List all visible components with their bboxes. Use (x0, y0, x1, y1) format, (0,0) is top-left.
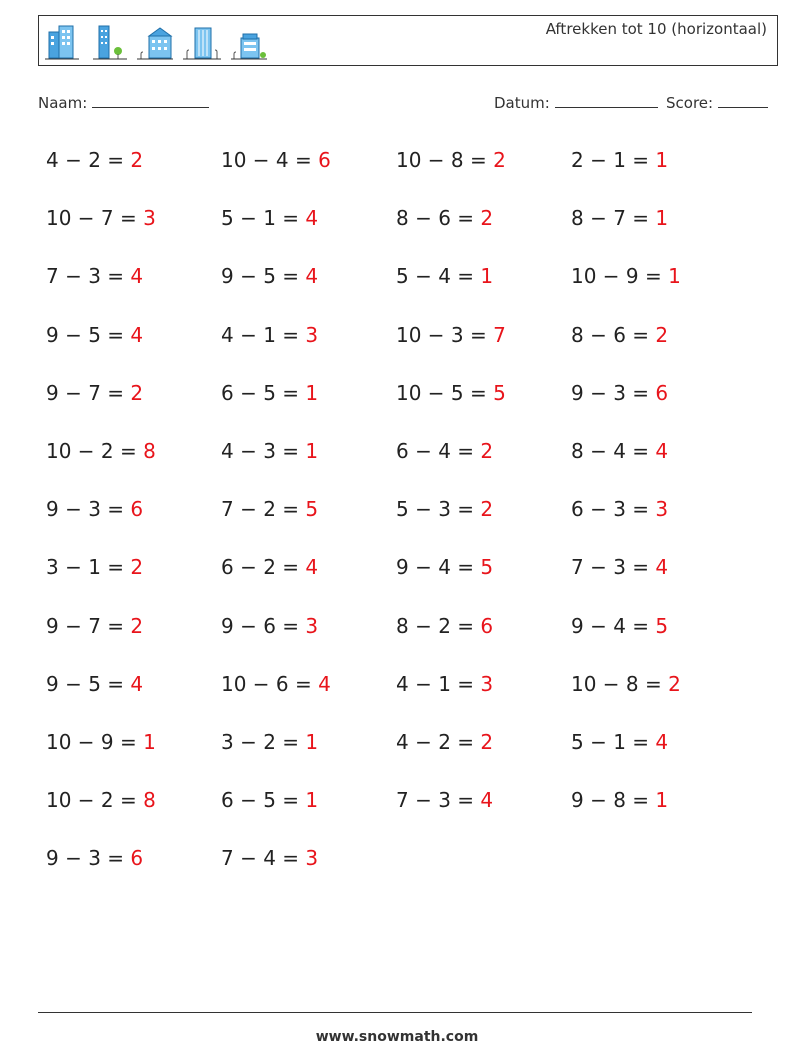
problem-question: 10 − 8 = (571, 671, 669, 696)
problem-answer: 6 (480, 613, 494, 638)
problem-question: 7 − 3 = (571, 555, 656, 580)
name-field (38, 93, 209, 112)
problem-question: 4 − 2 = (396, 730, 481, 754)
problem-question: 4 − 1 = (396, 671, 481, 696)
problem-answer: 2 (130, 613, 144, 638)
problem-answer: 5 (480, 555, 494, 580)
problem-question: 9 − 6 = (221, 613, 306, 638)
worksheet-header (38, 15, 778, 66)
problem-question: 5 − 3 = (396, 497, 481, 522)
problem-question: 10 − 8 = (396, 148, 494, 172)
date-label: Datum: (494, 94, 550, 112)
house-building-icon (137, 22, 175, 62)
problem-item (571, 614, 668, 638)
problem-answer: 3 (655, 497, 669, 522)
problem-question: 6 − 2 = (221, 555, 306, 580)
problem-item (46, 264, 143, 288)
problem-answer: 1 (305, 380, 319, 405)
problem-question: 6 − 4 = (396, 439, 481, 463)
problem-answer: 6 (130, 846, 144, 871)
problem-question: 9 − 3 = (571, 380, 656, 405)
footer-website: www.snowmath.com (315, 1029, 479, 1045)
problem-item (396, 788, 493, 812)
problem-answer: 4 (318, 671, 331, 696)
problem-item (571, 206, 668, 230)
problem-answer: 2 (655, 322, 669, 347)
problem-question: 5 − 4 = (396, 264, 481, 289)
problem-answer: 1 (305, 730, 319, 754)
problem-item (221, 497, 318, 521)
problem-question: 6 − 3 = (571, 497, 656, 522)
problem-answer: 1 (305, 788, 319, 813)
problem-item (396, 439, 493, 463)
problem-answer: 2 (480, 439, 494, 463)
problem-question: 9 − 5 = (46, 671, 131, 696)
problem-question: 9 − 3 = (46, 846, 131, 871)
problem-item (221, 323, 318, 347)
problem-answer: 2 (130, 555, 144, 580)
problem-question: 9 − 5 = (46, 322, 131, 347)
problem-item (396, 148, 506, 172)
problem-answer: 4 (305, 264, 319, 289)
problem-question: 4 − 3 = (221, 439, 306, 463)
problem-question: 10 − 5 = (396, 380, 494, 405)
problem-answer: 8 (143, 788, 156, 813)
problem-answer: 5 (493, 380, 506, 405)
problem-item (571, 730, 668, 754)
footer-divider (38, 1012, 752, 1013)
problem-item (571, 497, 668, 521)
problem-answer: 2 (480, 206, 494, 231)
problem-answer: 5 (305, 497, 319, 522)
problem-question: 7 − 3 = (396, 788, 481, 813)
problem-question: 8 − 2 = (396, 613, 481, 638)
problem-item (571, 264, 681, 288)
problem-answer: 6 (318, 148, 331, 172)
problem-answer: 4 (130, 671, 144, 696)
problem-item (46, 497, 143, 521)
problem-answer: 1 (143, 730, 156, 754)
problem-item (396, 381, 506, 405)
problem-item (46, 323, 143, 347)
problem-question: 10 − 3 = (396, 322, 494, 347)
problem-question: 6 − 5 = (221, 380, 306, 405)
problem-item (46, 381, 143, 405)
problem-item (46, 672, 143, 696)
problem-question: 10 − 7 = (46, 206, 144, 231)
problem-question: 10 − 4 = (221, 148, 319, 172)
problem-answer: 2 (480, 730, 494, 754)
problem-item (396, 555, 493, 579)
problem-item (221, 788, 318, 812)
problem-answer: 2 (480, 497, 494, 522)
problem-answer: 1 (655, 206, 669, 231)
problem-answer: 4 (655, 730, 669, 754)
problem-item (221, 206, 318, 230)
problem-question: 7 − 2 = (221, 497, 306, 522)
problem-item (46, 439, 156, 463)
problem-question: 3 − 1 = (46, 555, 131, 580)
problem-item (221, 381, 318, 405)
problem-item (221, 846, 318, 870)
problem-item (396, 497, 493, 521)
problem-item (46, 206, 156, 230)
problem-answer: 4 (305, 206, 319, 231)
problem-question: 10 − 6 = (221, 671, 319, 696)
tower-tree-icon (93, 22, 129, 62)
problem-answer: 1 (655, 788, 669, 813)
skyscraper-icon (183, 22, 223, 62)
problem-item (571, 381, 668, 405)
problem-answer: 4 (655, 439, 669, 463)
problem-answer: 3 (305, 846, 319, 871)
problem-question: 9 − 5 = (221, 264, 306, 289)
problem-answer: 3 (143, 206, 156, 231)
problem-item (571, 555, 668, 579)
problem-answer: 1 (480, 264, 494, 289)
problem-item (46, 614, 143, 638)
problem-item (396, 323, 506, 347)
problem-question: 3 − 2 = (221, 730, 306, 754)
problem-answer: 1 (668, 264, 681, 289)
problem-answer: 7 (493, 322, 506, 347)
problem-item (571, 323, 668, 347)
score-blank[interactable] (718, 93, 768, 108)
score-label: Score: (666, 94, 714, 112)
problem-item (396, 264, 493, 288)
problem-question: 9 − 7 = (46, 613, 131, 638)
problem-question: 9 − 4 = (571, 613, 656, 638)
problem-answer: 4 (305, 555, 319, 580)
problem-item (221, 672, 331, 696)
problem-question: 2 − 1 = (571, 148, 656, 172)
problem-item (221, 264, 318, 288)
problem-question: 9 − 4 = (396, 555, 481, 580)
problem-answer: 1 (655, 148, 669, 172)
office-building-icon (45, 22, 81, 62)
problem-item (396, 206, 493, 230)
problem-answer: 5 (655, 613, 669, 638)
problem-answer: 1 (305, 439, 319, 463)
problem-item (396, 672, 493, 696)
problem-item (396, 614, 493, 638)
date-field (494, 93, 658, 112)
problem-item (571, 148, 668, 172)
problem-answer: 4 (130, 322, 144, 347)
problem-question: 9 − 8 = (571, 788, 656, 813)
problem-question: 5 − 1 = (221, 206, 306, 231)
name-blank[interactable] (92, 93, 209, 108)
problem-answer: 6 (130, 497, 144, 522)
problem-question: 7 − 3 = (46, 264, 131, 289)
problem-item (571, 439, 668, 463)
problem-item (46, 846, 143, 870)
problem-item (221, 439, 318, 463)
problem-answer: 2 (493, 148, 506, 172)
problem-answer: 4 (655, 555, 669, 580)
worksheet-title: Aftrekken tot 10 (horizontaal) (545, 20, 767, 38)
problem-answer: 8 (143, 439, 156, 463)
problem-item (396, 730, 493, 754)
problem-answer: 3 (305, 322, 319, 347)
problem-question: 8 − 4 = (571, 439, 656, 463)
problem-item (221, 555, 318, 579)
score-field (666, 93, 768, 112)
problem-question: 8 − 6 = (396, 206, 481, 231)
name-label: Naam: (38, 94, 88, 112)
problem-question: 9 − 7 = (46, 380, 131, 405)
problem-question: 7 − 4 = (221, 846, 306, 871)
problem-answer: 3 (480, 671, 494, 696)
problem-answer: 6 (655, 380, 669, 405)
problem-answer: 2 (130, 380, 144, 405)
problem-item (221, 614, 318, 638)
problem-item (46, 148, 143, 172)
problem-question: 10 − 9 = (571, 264, 669, 289)
problem-item (571, 672, 681, 696)
small-building-icon (231, 22, 269, 62)
problem-answer: 4 (480, 788, 494, 813)
problem-question: 10 − 2 = (46, 439, 144, 463)
problem-question: 10 − 9 = (46, 730, 144, 754)
problem-question: 10 − 2 = (46, 788, 144, 813)
problem-question: 4 − 1 = (221, 322, 306, 347)
problem-question: 5 − 1 = (571, 730, 656, 754)
problem-answer: 2 (668, 671, 681, 696)
problem-item (221, 730, 318, 754)
problem-answer: 2 (130, 148, 144, 172)
date-blank[interactable] (555, 93, 658, 108)
problem-item (46, 555, 143, 579)
problem-question: 8 − 6 = (571, 322, 656, 347)
problem-question: 8 − 7 = (571, 206, 656, 231)
problem-question: 6 − 5 = (221, 788, 306, 813)
problem-item (221, 148, 331, 172)
problem-question: 4 − 2 = (46, 148, 131, 172)
problem-item (46, 730, 156, 754)
problem-item (46, 788, 156, 812)
problem-answer: 4 (130, 264, 144, 289)
problem-item (571, 788, 668, 812)
problem-answer: 3 (305, 613, 319, 638)
problem-question: 9 − 3 = (46, 497, 131, 522)
